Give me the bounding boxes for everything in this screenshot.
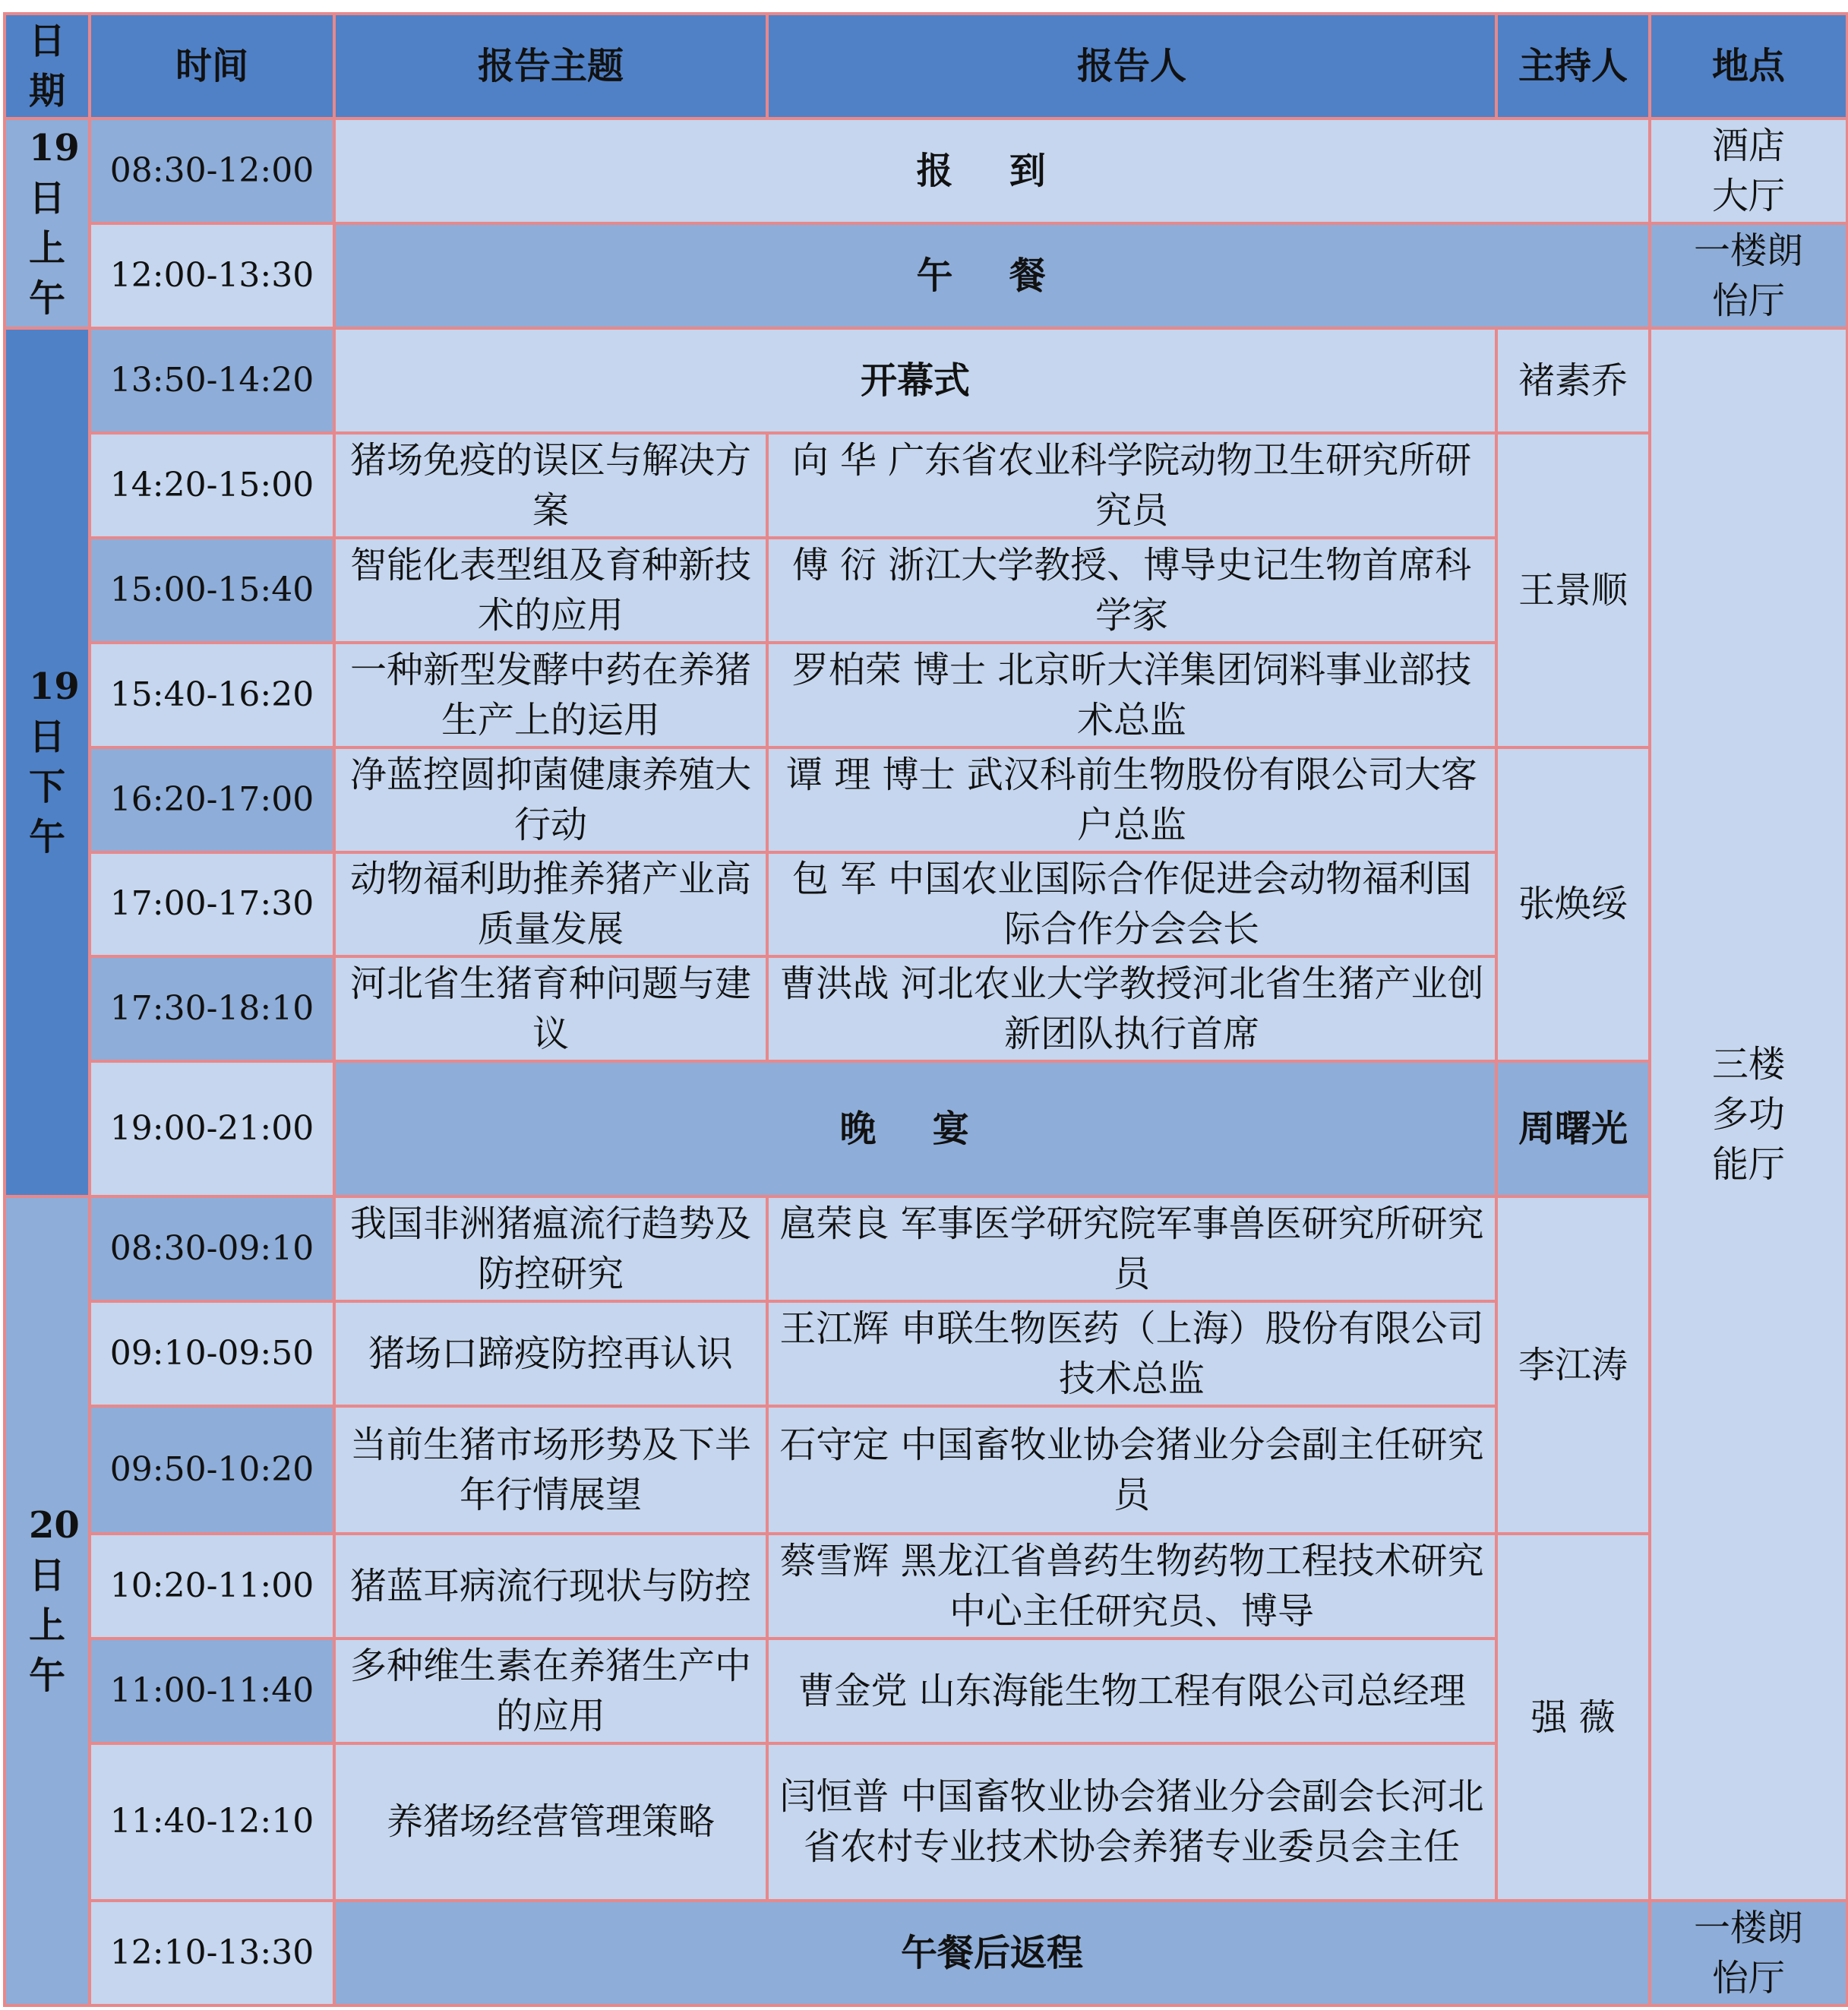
speaker-cell: 王江辉 申联生物医药（上海）股份有限公司技术总监 bbox=[767, 1301, 1496, 1406]
topic-cell: 一种新型发酵中药在养猪生产上的运用 bbox=[334, 643, 767, 747]
topic-cell: 我国非洲猪瘟流行趋势及防控研究 bbox=[334, 1196, 767, 1301]
header-date: 日期 bbox=[5, 14, 90, 119]
day-label-19-morning: 19日上午 bbox=[5, 119, 90, 328]
time-cell: 14:20-15:00 bbox=[90, 433, 334, 538]
header-host: 主持人 bbox=[1496, 14, 1650, 119]
time-cell: 19:00-21:00 bbox=[90, 1061, 334, 1196]
table-row bbox=[5, 747, 1847, 852]
topic-cell: 开幕式 bbox=[334, 328, 1496, 433]
header-row bbox=[5, 14, 1847, 119]
topic-cell: 猪场免疫的误区与解决方案 bbox=[334, 433, 767, 538]
header-location: 地点 bbox=[1650, 14, 1847, 119]
topic-cell: 报 到 bbox=[334, 119, 1650, 223]
time-cell: 09:50-10:20 bbox=[90, 1406, 334, 1534]
topic-cell: 当前生猪市场形势及下半年行情展望 bbox=[334, 1406, 767, 1534]
agenda-table bbox=[3, 12, 1848, 2007]
header-topic: 报告主题 bbox=[334, 14, 767, 119]
time-cell: 08:30-09:10 bbox=[90, 1196, 334, 1301]
topic-cell: 净蓝控圆抑菌健康养殖大行动 bbox=[334, 747, 767, 852]
header-time: 时间 bbox=[90, 14, 334, 119]
time-cell: 17:30-18:10 bbox=[90, 956, 334, 1061]
time-cell: 08:30-12:00 bbox=[90, 119, 334, 223]
table-row bbox=[5, 223, 1847, 328]
table-row bbox=[5, 119, 1847, 223]
time-cell: 15:40-16:20 bbox=[90, 643, 334, 747]
table-row bbox=[5, 1196, 1847, 1301]
speaker-cell: 傅 衍 浙江大学教授、博导史记生物首席科学家 bbox=[767, 538, 1496, 643]
topic-cell: 智能化表型组及育种新技术的应用 bbox=[334, 538, 767, 643]
location-cell: 一楼朗怡厅 bbox=[1650, 1901, 1847, 2005]
day-label-20-morning: 20日上午 bbox=[5, 1196, 90, 2005]
topic-cell: 养猪场经营管理策略 bbox=[334, 1743, 767, 1901]
table-row bbox=[5, 433, 1847, 538]
host-cell: 张焕绥 bbox=[1496, 747, 1650, 1062]
topic-cell: 猪蓝耳病流行现状与防控 bbox=[334, 1534, 767, 1639]
topic-cell: 猪场口蹄疫防控再认识 bbox=[334, 1301, 767, 1406]
location-cell: 酒店大厅 bbox=[1650, 119, 1847, 223]
speaker-cell: 石守定 中国畜牧业协会猪业分会副主任研究员 bbox=[767, 1406, 1496, 1534]
time-cell: 10:20-11:00 bbox=[90, 1534, 334, 1639]
speaker-cell: 扈荣良 军事医学研究院军事兽医研究所研究员 bbox=[767, 1196, 1496, 1301]
time-cell: 11:00-11:40 bbox=[90, 1639, 334, 1743]
speaker-cell: 向 华 广东省农业科学院动物卫生研究所研究员 bbox=[767, 433, 1496, 538]
speaker-cell: 曹金党 山东海能生物工程有限公司总经理 bbox=[767, 1639, 1496, 1743]
speaker-cell: 曹洪战 河北农业大学教授河北省生猪产业创新团队执行首席 bbox=[767, 956, 1496, 1061]
table-row bbox=[5, 1534, 1847, 1639]
host-cell: 强 薇 bbox=[1496, 1534, 1650, 1901]
speaker-cell: 包 军 中国农业国际合作促进会动物福利国际合作分会会长 bbox=[767, 852, 1496, 957]
topic-cell: 多种维生素在养猪生产中的应用 bbox=[334, 1639, 767, 1743]
topic-cell: 午餐后返程 bbox=[334, 1901, 1650, 2005]
location-cell: 三楼多功能厅 bbox=[1650, 328, 1847, 1901]
location-cell: 一楼朗怡厅 bbox=[1650, 223, 1847, 328]
speaker-cell: 闫恒普 中国畜牧业协会猪业分会副会长河北省农村专业技术协会养猪专业委员会主任 bbox=[767, 1743, 1496, 1901]
host-cell: 王景顺 bbox=[1496, 433, 1650, 747]
time-cell: 12:00-13:30 bbox=[90, 223, 334, 328]
time-cell: 11:40-12:10 bbox=[90, 1743, 334, 1901]
topic-cell: 晚 宴 bbox=[334, 1061, 1496, 1196]
host-cell: 褚素乔 bbox=[1496, 328, 1650, 433]
time-cell: 09:10-09:50 bbox=[90, 1301, 334, 1406]
host-cell: 李江涛 bbox=[1496, 1196, 1650, 1534]
speaker-cell: 罗柏荣 博士 北京昕大洋集团饲料事业部技术总监 bbox=[767, 643, 1496, 747]
time-cell: 13:50-14:20 bbox=[90, 328, 334, 433]
header-speaker: 报告人 bbox=[767, 14, 1496, 119]
speaker-cell: 谭 理 博士 武汉科前生物股份有限公司大客户总监 bbox=[767, 747, 1496, 852]
table-row bbox=[5, 1901, 1847, 2005]
speaker-cell: 蔡雪辉 黑龙江省兽药生物药物工程技术研究中心主任研究员、博导 bbox=[767, 1534, 1496, 1639]
day-label-19-afternoon: 19日下午 bbox=[5, 328, 90, 1196]
time-cell: 12:10-13:30 bbox=[90, 1901, 334, 2005]
host-cell: 周曙光 bbox=[1496, 1061, 1650, 1196]
topic-cell: 动物福利助推养猪产业高质量发展 bbox=[334, 852, 767, 957]
time-cell: 16:20-17:00 bbox=[90, 747, 334, 852]
table-row bbox=[5, 1061, 1847, 1196]
time-cell: 17:00-17:30 bbox=[90, 852, 334, 957]
time-cell: 15:00-15:40 bbox=[90, 538, 334, 643]
topic-cell: 河北省生猪育种问题与建议 bbox=[334, 956, 767, 1061]
topic-cell: 午 餐 bbox=[334, 223, 1650, 328]
table-row bbox=[5, 328, 1847, 433]
